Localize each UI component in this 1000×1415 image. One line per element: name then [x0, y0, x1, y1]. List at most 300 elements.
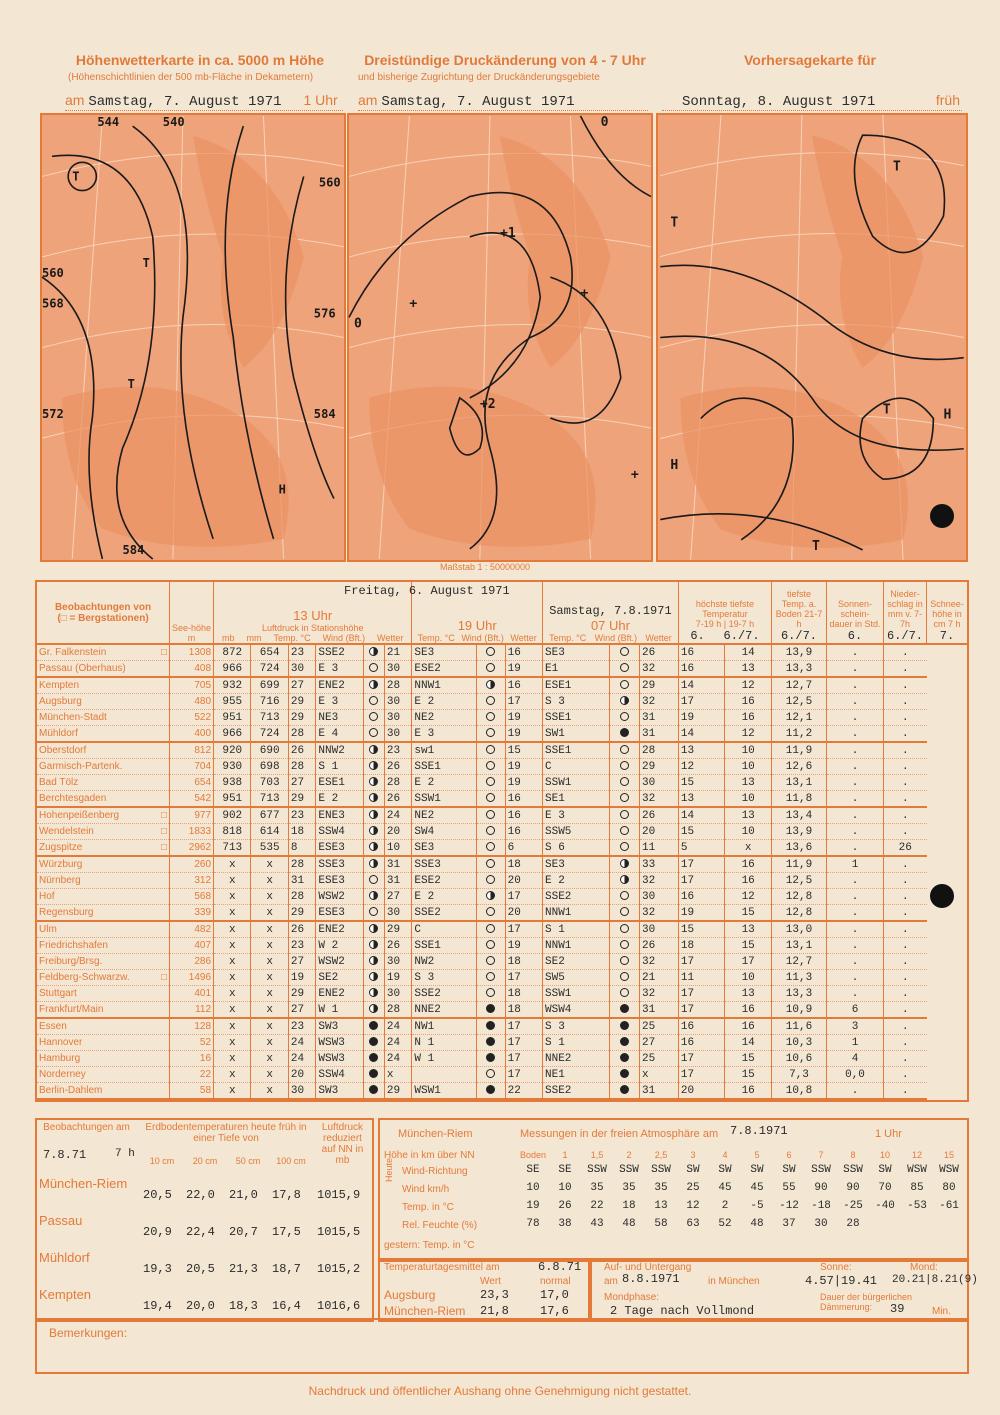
- map-scale: Maßstab 1 : 50000000: [440, 562, 531, 572]
- soil-temp-value: 20,7: [229, 1225, 258, 1239]
- row-humidity: Rel. Feuchte (%): [402, 1220, 478, 1231]
- cell-w2: S 3: [412, 970, 476, 986]
- station-label: Bad Tölz: [39, 777, 79, 788]
- cell-t3: 6: [505, 840, 542, 857]
- weather-symbol-icon: [486, 972, 495, 981]
- cell-mx: 32: [640, 986, 679, 1002]
- cell-w1: W 1: [316, 1002, 363, 1019]
- cell-t2: 21: [384, 644, 412, 661]
- cell-mb: 930: [214, 759, 251, 775]
- cell-w3: SSE1: [543, 710, 610, 726]
- soil-temp-value: 21,0: [229, 1188, 258, 1202]
- cell-bo: x: [725, 840, 772, 857]
- cell-mb: 932: [214, 677, 251, 694]
- soil-pressure-value: 1015,2: [317, 1262, 361, 1276]
- height-header: 15: [943, 1150, 954, 1160]
- cell-mm: 614: [251, 824, 288, 840]
- upper-speed-value: 85: [910, 1182, 924, 1194]
- cell-ra: .: [827, 921, 884, 938]
- table-row: [37, 873, 967, 889]
- weather-symbol-icon: [620, 1021, 629, 1030]
- cell-t3: 16: [505, 791, 542, 808]
- soil-depth-header: 20 cm: [192, 1156, 218, 1166]
- cell-ra: .: [827, 873, 884, 889]
- cell-t3: 17: [505, 921, 542, 938]
- cell-bo: 10: [725, 742, 772, 759]
- station-name: [37, 824, 170, 840]
- weather-symbol-icon: [620, 1069, 629, 1078]
- cell-t1: 29: [288, 791, 315, 808]
- cell-bo: 15: [725, 938, 772, 954]
- cell-sn: .: [884, 1018, 927, 1035]
- cell-w3: SSE2: [543, 889, 610, 905]
- station-name: [37, 726, 170, 743]
- mountain-station-icon: □: [160, 842, 167, 853]
- weather-symbol-icon: [620, 988, 629, 997]
- cell-mx: 28: [640, 742, 679, 759]
- cell-mx: 31: [640, 1083, 679, 1100]
- moon-phase: 2 Tage nach Vollmond: [610, 1304, 755, 1318]
- weather-symbol-icon: [620, 891, 629, 900]
- cell-ra: .: [827, 661, 884, 678]
- cell-w3: C: [543, 759, 610, 775]
- svg-text:T: T: [142, 256, 150, 271]
- cell-a: 286: [170, 954, 214, 970]
- cell-mb: 966: [214, 726, 251, 743]
- upper-air-box: [378, 1118, 969, 1262]
- cell-w1: SSE2: [316, 644, 363, 661]
- cell-bo: 10: [725, 824, 772, 840]
- sun-am: am: [604, 1276, 618, 1287]
- cell-ra: .: [827, 840, 884, 857]
- cell-su: 12,8: [772, 905, 827, 922]
- upper-temp-value: 19: [526, 1200, 540, 1212]
- cell-mb: 818: [214, 824, 251, 840]
- cell-a: 542: [170, 791, 214, 808]
- sunshine-day: 6.: [847, 629, 863, 643]
- upper-hum-value: 78: [526, 1218, 540, 1230]
- cell-t2: 23: [384, 742, 412, 759]
- cell-mb: 872: [214, 644, 251, 661]
- cell-w2: SSE2: [412, 905, 476, 922]
- mean-title: Temperaturtagesmittel am: [384, 1262, 500, 1273]
- weather-symbol-icon: [369, 1069, 378, 1078]
- soil-temp-value: 20,0: [186, 1299, 215, 1313]
- cell-t3: 16: [505, 644, 542, 661]
- cell-w2: NW1: [412, 1018, 476, 1035]
- mm-header: mm: [246, 633, 262, 643]
- weather-symbol-icon: [620, 956, 629, 965]
- cell-w3: SSW1: [543, 986, 610, 1002]
- cell-bo: 16: [725, 694, 772, 710]
- cell-su: 10,6: [772, 1051, 827, 1067]
- cell-ra: .: [827, 775, 884, 791]
- station-name: [37, 1083, 170, 1100]
- station-label: Gr. Falkenstein: [39, 647, 107, 658]
- cell-a: 407: [170, 938, 214, 954]
- cell-a: 480: [170, 694, 214, 710]
- cell-w2: SSW1: [412, 791, 476, 808]
- weather-symbol-icon: [369, 1004, 378, 1013]
- cell-ra: .: [827, 644, 884, 661]
- cell-w2: SE3: [412, 840, 476, 857]
- station-name: [37, 807, 170, 824]
- station-name: [37, 1035, 170, 1051]
- cell-bo: 16: [725, 1002, 772, 1019]
- cell-t1: 8: [288, 840, 315, 857]
- weather-symbol-icon: [369, 793, 378, 802]
- upper-temp-value: -53: [907, 1200, 927, 1212]
- cell-w1: SSW4: [316, 824, 363, 840]
- weather-symbol-icon: [620, 761, 629, 770]
- soil-temp-value: 17,5: [272, 1225, 301, 1239]
- cell-t3: 17: [505, 970, 542, 986]
- cell-a: 1308: [170, 644, 214, 661]
- cell-t1: 31: [288, 873, 315, 889]
- station-label: Stuttgart: [39, 988, 77, 999]
- cell-su: 13,3: [772, 661, 827, 678]
- day2-date: Samstag, 7.8.1971: [549, 604, 672, 618]
- weather-symbol-icon: [486, 842, 495, 851]
- precip-day: 6./7.: [886, 629, 923, 643]
- cell-w3: E1: [543, 661, 610, 678]
- cell-t3: 18: [505, 1002, 542, 1019]
- station-name: [37, 661, 170, 678]
- cell-sn: 26: [884, 840, 927, 857]
- cell-w1: E 3: [316, 694, 363, 710]
- cell-t1: 19: [288, 970, 315, 986]
- cell-mx: 32: [640, 694, 679, 710]
- dusk-value: 39: [890, 1302, 905, 1316]
- cell-mx: 32: [640, 954, 679, 970]
- upper-speed-value: 90: [814, 1182, 828, 1194]
- cell-mn: 17: [678, 1067, 724, 1083]
- cell-mx: 11: [640, 840, 679, 857]
- cell-w3: ESE1: [543, 677, 610, 694]
- sun-title: Auf- und Untergang: [604, 1262, 692, 1273]
- cell-w2: ESE2: [412, 873, 476, 889]
- mean-normal-1: 17,0: [540, 1288, 569, 1302]
- cell-mn: 15: [678, 921, 724, 938]
- station-label: Augsburg: [39, 696, 82, 707]
- weather-symbol-icon: [620, 663, 629, 672]
- weather-symbol-icon: [620, 826, 629, 835]
- cell-w3: S 1: [543, 1035, 610, 1051]
- mean-value-2: 21,8: [480, 1304, 509, 1318]
- cell-su: 13,3: [772, 986, 827, 1002]
- table-row: [37, 759, 967, 775]
- cell-ra: .: [827, 791, 884, 808]
- cell-w2: ESE2: [412, 661, 476, 678]
- station-name: [37, 1002, 170, 1019]
- cell-ra: .: [827, 710, 884, 726]
- cell-t1: 29: [288, 710, 315, 726]
- cell-mb: x: [214, 1051, 251, 1067]
- cell-mx: 29: [640, 759, 679, 775]
- cell-w3: S 6: [543, 840, 610, 857]
- cell-a: 654: [170, 775, 214, 791]
- station-label: Regensburg: [39, 907, 94, 918]
- cell-ra: .: [827, 759, 884, 775]
- cell-mx: x: [640, 1067, 679, 1083]
- station-label: Hohenpeißenberg: [39, 810, 120, 821]
- station-label: Ulm: [39, 924, 57, 935]
- height-header: 10: [879, 1150, 890, 1160]
- station-name: [37, 873, 170, 889]
- upper-speed-value: 55: [782, 1182, 796, 1194]
- station-name: [37, 742, 170, 759]
- svg-text:+: +: [580, 286, 589, 302]
- upper-speed-value: 90: [846, 1182, 860, 1194]
- cell-a: 568: [170, 889, 214, 905]
- upper-air-map-drawing: [42, 115, 344, 560]
- mean-normal: normal: [540, 1276, 571, 1287]
- weather-symbol-icon: [486, 875, 495, 884]
- cell-t2: 31: [384, 873, 412, 889]
- cell-w1: E 3: [316, 661, 363, 678]
- svg-text:560: 560: [42, 266, 64, 281]
- weather-symbol-icon: [620, 810, 629, 819]
- cell-su: 7,3: [772, 1067, 827, 1083]
- cell-mb: 951: [214, 791, 251, 808]
- cell-mm: x: [251, 986, 288, 1002]
- station-label: Oberstdorf: [39, 745, 87, 756]
- cell-bo: 10: [725, 791, 772, 808]
- upper-temp-value: 22: [590, 1200, 604, 1212]
- table-row: [37, 775, 967, 791]
- observation-table: [35, 580, 969, 1102]
- cell-w2: W 1: [412, 1051, 476, 1067]
- dusk-label: Dauer der bürgerlichen Dämmerung:: [820, 1292, 913, 1312]
- soil-temp-value: 19,4: [143, 1299, 172, 1313]
- cell-bo: 13: [725, 661, 772, 678]
- cell-su: 13,6: [772, 840, 827, 857]
- cell-w1: S 1: [316, 759, 363, 775]
- station-name: [37, 775, 170, 791]
- cell-t1: 26: [288, 921, 315, 938]
- cell-w1: SW3: [316, 1083, 363, 1100]
- cell-w2: SSE2: [412, 986, 476, 1002]
- upper-temp-value: 26: [558, 1200, 572, 1212]
- wind-header: Wind (Bft.): [461, 633, 504, 643]
- cell-t2: 10: [384, 840, 412, 857]
- cell-ra: 6: [827, 1002, 884, 1019]
- mean-station-2: München-Riem: [384, 1304, 466, 1318]
- upper-dir-value: SSW: [619, 1164, 639, 1176]
- cell-mm: x: [251, 1035, 288, 1051]
- cell-mx: 31: [640, 1002, 679, 1019]
- cell-w3: SSE2: [543, 1083, 610, 1100]
- weather-symbol-icon: [620, 859, 629, 868]
- cell-su: 10,3: [772, 1035, 827, 1051]
- cell-mb: x: [214, 986, 251, 1002]
- upper-temp-value: 18: [622, 1200, 636, 1212]
- cell-su: 13,0: [772, 921, 827, 938]
- weather-symbol-icon: [369, 728, 378, 737]
- cell-t3: 17: [505, 694, 542, 710]
- weather-symbol-icon: [620, 842, 629, 851]
- mean-station-1: Augsburg: [384, 1288, 436, 1302]
- cell-bo: 10: [725, 759, 772, 775]
- soil-pressure-head: Luftdruck reduziert auf NN in mb: [321, 1122, 364, 1166]
- map1-subtitle: (Höhenschichtlinien der 500 mb-Fläche in Dekametern): [68, 72, 314, 83]
- cell-ra: .: [827, 694, 884, 710]
- table-row: [37, 1067, 967, 1083]
- station-name: [37, 759, 170, 775]
- table-row: [37, 694, 967, 710]
- weather-symbol-icon: [486, 891, 495, 900]
- weather-symbol-icon: [486, 907, 495, 916]
- station-label: Würzburg: [39, 859, 83, 870]
- moon-phase-label: Mondphase:: [604, 1292, 660, 1303]
- soil-hour: 7 h: [115, 1148, 135, 1160]
- wind-header: Wind (Bft.): [322, 633, 366, 643]
- cell-t2: 24: [384, 1018, 412, 1035]
- cell-t1: 23: [288, 938, 315, 954]
- cell-bo: 12: [725, 726, 772, 743]
- map2-subtitle: und bisherige Zugrichtung der Druckänderungsgebiete: [358, 72, 600, 83]
- cell-mx: 27: [640, 1035, 679, 1051]
- cell-mb: x: [214, 938, 251, 954]
- svg-text:576: 576: [313, 306, 336, 321]
- upper-dir-value: SSW: [587, 1164, 607, 1176]
- cell-a: 522: [170, 710, 214, 726]
- svg-text:T: T: [882, 402, 891, 418]
- cell-t1: 27: [288, 775, 315, 791]
- weather-symbol-icon: [369, 891, 378, 900]
- station-label: Frankfurt/Main: [39, 1004, 104, 1015]
- weather-symbol-icon: [369, 1037, 378, 1046]
- mountain-station-icon: □: [160, 826, 167, 837]
- cell-ra: .: [827, 1083, 884, 1100]
- weather-symbol-icon: [620, 728, 629, 737]
- cell-ra: .: [827, 807, 884, 824]
- row-yesterday: gestern: Temp. in °C: [384, 1240, 475, 1251]
- cell-mb: x: [214, 1083, 251, 1100]
- soil-pressure-value: 1016,6: [317, 1299, 361, 1313]
- cell-su: 12,8: [772, 889, 827, 905]
- soil-temp-value: 20,5: [186, 1262, 215, 1276]
- cell-w1: NE3: [316, 710, 363, 726]
- weather-header: Wetter: [377, 633, 404, 643]
- table-row: [37, 677, 967, 694]
- cell-w1: ESE3: [316, 840, 363, 857]
- cell-w3: WSW4: [543, 1002, 610, 1019]
- upper-dir-value: SW: [686, 1164, 700, 1176]
- cell-t2: 30: [384, 986, 412, 1002]
- temp-header: Temp. °C: [273, 633, 311, 643]
- cell-sn: .: [884, 644, 927, 661]
- upper-speed-value: 80: [942, 1182, 956, 1194]
- cell-mb: x: [214, 921, 251, 938]
- cell-sn: .: [884, 807, 927, 824]
- remarks-box: [35, 1318, 969, 1374]
- cell-mm: x: [251, 954, 288, 970]
- cell-mx: 30: [640, 775, 679, 791]
- upper-hum-value: 48: [622, 1218, 636, 1230]
- cell-t2: 30: [384, 710, 412, 726]
- weather-symbol-icon: [486, 712, 495, 721]
- cell-mm: x: [251, 1002, 288, 1019]
- cell-mb: 920: [214, 742, 251, 759]
- cell-w2: sw1: [412, 742, 476, 759]
- cell-t1: 28: [288, 759, 315, 775]
- height-header: 2: [626, 1150, 632, 1160]
- map3-date: Sonntag, 8. August 1971: [682, 94, 876, 110]
- cell-su: 11,9: [772, 742, 827, 759]
- map2-date: Samstag, 7. August 1971: [381, 94, 575, 110]
- cell-ra: .: [827, 938, 884, 954]
- am-label: am: [65, 92, 85, 108]
- station-name: [37, 1051, 170, 1067]
- station-label: Hannover: [39, 1037, 83, 1048]
- cell-a: 58: [170, 1083, 214, 1100]
- cell-t3: 16: [505, 807, 542, 824]
- weather-symbol-icon: [620, 696, 629, 705]
- cell-w1: SSE3: [316, 856, 363, 873]
- upper-hum-value: 63: [686, 1218, 700, 1230]
- cell-mn: 5: [678, 840, 724, 857]
- snow-day: 7.: [939, 629, 955, 643]
- cell-t1: 27: [288, 677, 315, 694]
- cell-ra: .: [827, 742, 884, 759]
- station-label: Essen: [39, 1021, 67, 1032]
- upper-dir-value: SW: [878, 1164, 892, 1176]
- weather-symbol-icon: [369, 826, 378, 835]
- station-name: [37, 986, 170, 1002]
- weather-symbol-icon: [486, 777, 495, 786]
- table-row: [37, 742, 967, 759]
- cell-w3: NE1: [543, 1067, 610, 1083]
- cell-w1: SE2: [316, 970, 363, 986]
- cell-a: 52: [170, 1035, 214, 1051]
- cell-sn: .: [884, 905, 927, 922]
- cell-mn: 20: [678, 1083, 724, 1100]
- station-label: Zugspitze: [39, 842, 83, 853]
- cell-bo: 15: [725, 1051, 772, 1067]
- cell-mm: x: [251, 889, 288, 905]
- cell-mb: x: [214, 970, 251, 986]
- cell-t3: 22: [505, 1083, 542, 1100]
- weather-symbol-icon: [369, 907, 378, 916]
- svg-text:568: 568: [42, 296, 64, 311]
- weather-symbol-icon: [620, 793, 629, 802]
- punch-hole: [930, 504, 954, 528]
- cell-t1: 28: [288, 856, 315, 873]
- cell-mb: 966: [214, 661, 251, 678]
- cell-t3: 17: [505, 889, 542, 905]
- cell-bo: 12: [725, 889, 772, 905]
- weather-symbol-icon: [486, 940, 495, 949]
- cell-mn: 14: [678, 807, 724, 824]
- cell-su: 13,1: [772, 775, 827, 791]
- cell-mn: 16: [678, 661, 724, 678]
- cell-ra: 3: [827, 1018, 884, 1035]
- weather-symbol-icon: [369, 859, 378, 868]
- cell-mn: 19: [678, 905, 724, 922]
- cell-ra: 1: [827, 856, 884, 873]
- weather-symbol-icon: [369, 810, 378, 819]
- soil-temp-value: 18,7: [272, 1262, 301, 1276]
- weather-symbol-icon: [486, 1085, 495, 1094]
- cell-t3: 20: [505, 873, 542, 889]
- cell-bo: 17: [725, 954, 772, 970]
- weather-symbol-icon: [369, 761, 378, 770]
- cell-mm: 703: [251, 775, 288, 791]
- cell-w1: SW3: [316, 1018, 363, 1035]
- upper-station: München-Riem: [398, 1128, 473, 1140]
- cell-mn: 15: [678, 824, 724, 840]
